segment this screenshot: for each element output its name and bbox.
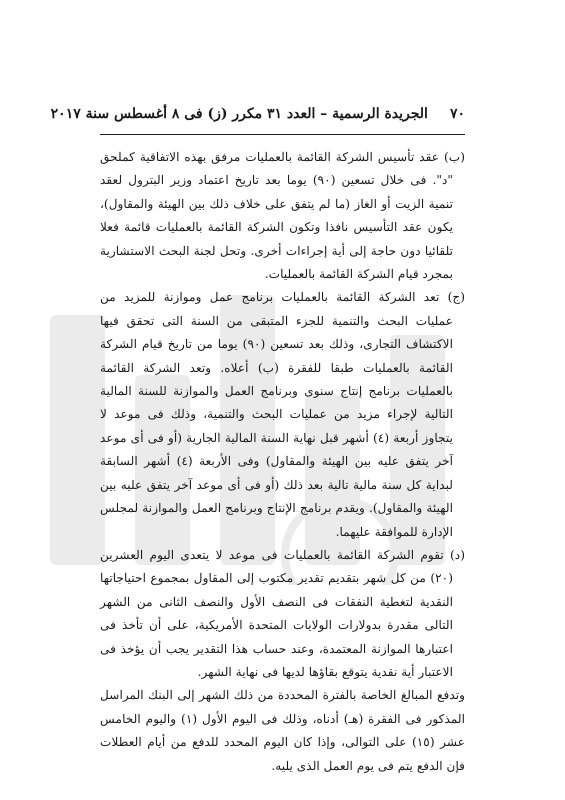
document-body	[100, 146, 465, 778]
paragraph-d-continuation: وتدفع المبالغ الخاصة بالفترة المحددة من ذلك الشهر إلى البنك المراسل المذكور فى الفقرة (هـ) أدناه، وذلك فى اليوم الأول (١) واليوم الخامس عشر (١٥) على التوالى، وإذا كان اليوم المحدد للدفع من أيام العطلات فإن الدفع يتم فى يوم العمل الذى يليه.	[100, 688, 465, 773]
paragraph-d: (د) تقوم الشركة القائمة بالعمليات فى موعد لا يتعدى اليوم العشرين (٢٠) من كل شهر بتقديم تقدير مكتوب إلى المقاول بمجموع احتياجاتها النقدية لتغطية النفقات فى النصف الأول والنصف الثانى من الشهر التالى مقدرة بدولارات الولايات المتحدة الأمريكية، على أن تأخذ فى اعتبارها الموازنة المعتمدة، وعند حساب هذا التقدير يجب أن يؤخذ فى الاعتبار أية نقدية يتوقع بقاؤها لديها فى نهاية الشهر.	[100, 547, 465, 679]
page-header	[50, 102, 465, 126]
paragraph-b: (ب) عقد تأسيس الشركة القائمة بالعمليات مرفق بهذه الاتفاقية كملحق "د". فى خلال تسعين (٩٠) يوما بعد تاريخ اعتماد وزير البترول لعقد تنمية الزيت أو الغاز (ما لم يتفق على خلاف ذلك بين الهيئة والمقاول)، يكون عقد التأسيس نافذا وتكون الشركة القائمة بالعمليات قائمة فعلا تلقائيا دون حاجة إلى أية إجراءات أخرى. وتحل لجنة البحث الاستشارية بمجرد قيام الشركة القائمة بالعمليات.	[100, 150, 465, 282]
gazette-title: الجريدة الرسمية – العدد ٣١ مكرر (ز) فى ٨ أغسطس سنة ٢٠١٧	[50, 106, 428, 122]
page-number: ٧٠	[449, 106, 465, 122]
header-divider	[100, 134, 465, 135]
paragraph-c: (ج) تعد الشركة القائمة بالعمليات برنامج عمل وموازنة للمزيد من عمليات البحث والتنمية للجزء المتبقى من السنة التى تحقق فيها الاكتشاف التجارى، وذلك بعد تسعين (٩٠) يوما من تاريخ قيام الشركة القائمة بالعمليات طبقا للفقرة (ب) أعلاه. وتعد الشركة القائمة بالعمليات برنامج إنتاج سنوى وبرنامج العمل والموازنة للسنة المالية التالية لإجراء مزيد من عمليات البحث والتنمية، وذلك فى موعد لا يتجاوز أربعة (٤) أشهر قبل نهاية السنة المالية الجارية (أو فى أى موعد آخر يتفق عليه بين الهيئة والمقاول) وفى الأربعة (٤) أشهر السابقة لبداية كل سنة مالية تالية بعد ذلك (أو فى أى موعد آخر يتفق عليه بين الهيئة والمقاول). ويقدم برنامج الإنتاج وبرنامج العمل والموازنة لمجلس الإدارة للموافقة عليهما.	[100, 290, 465, 539]
